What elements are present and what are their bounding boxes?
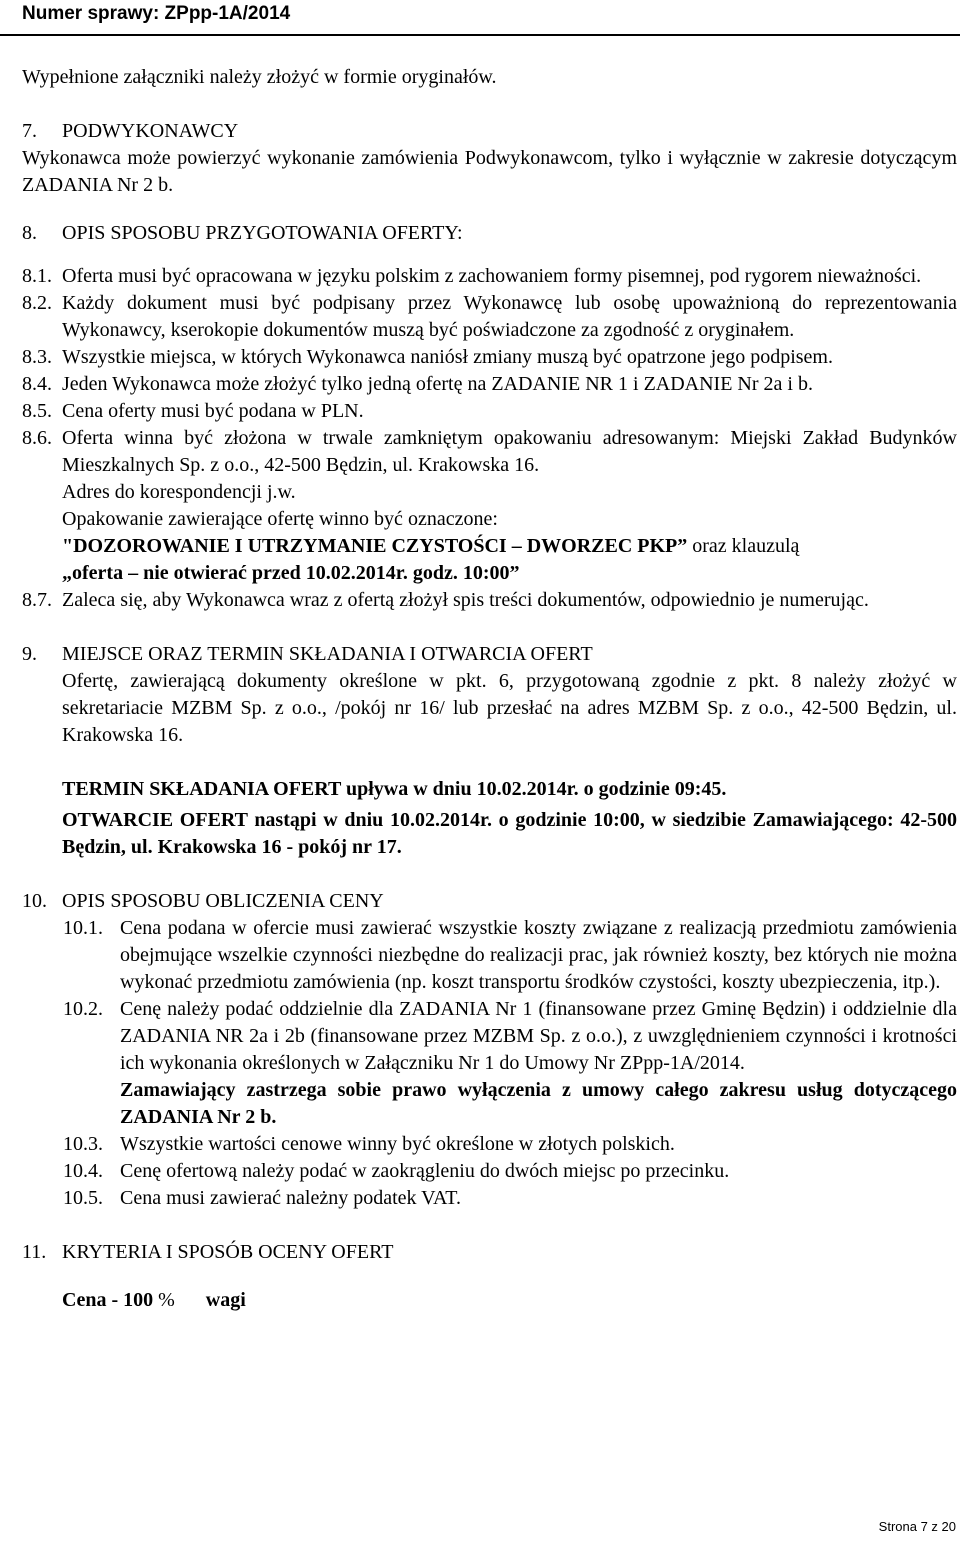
list-item [22, 344, 957, 371]
item-text: Cena musi zawierać należny podatek VAT. [120, 1187, 461, 1209]
list-item [22, 1185, 957, 1212]
list-item [22, 290, 957, 344]
item-number: 10.4. [63, 1160, 103, 1182]
section-number: 7. [22, 120, 37, 142]
item-number: 8.1. [22, 265, 52, 287]
list-item [22, 1158, 957, 1185]
price-criterion [22, 1287, 957, 1314]
item-number: 8.6. [22, 427, 52, 449]
list-item [22, 425, 957, 587]
item-number: 8.3. [22, 346, 52, 368]
page-number: Strona 7 z 20 [878, 1519, 956, 1534]
document-body [22, 64, 957, 1314]
item-text: Cenę należy podać oddzielnie dla ZADANIA Nr 1 (finansowane przez Gminę Będzin) i oddzielnie dla ZADANIA NR 2a i 2b (finansowane przez MZBM Sp. z o.o.), z uwzględnieniem czynności i krotności ich wykonania określonych w Załączniku Nr 1 do Umowy Nr ZPpp-1A/2014. [120, 998, 957, 1074]
item-text: Zaleca się, aby Wykonawca wraz z ofertą złożył spis treści dokumentów, odpowiednio je numerując. [62, 589, 869, 611]
section-title: KRYTERIA I SPOSÓB OCENY OFERT [62, 1241, 394, 1263]
section-number: 9. [22, 643, 37, 665]
submission-deadline: TERMIN SKŁADANIA OFERT upływa w dniu 10.02.2014r. o godzinie 09:45. [62, 778, 727, 800]
criterion-label: Cena - [62, 1289, 119, 1311]
item-text: Jeden Wykonawca może złożyć tylko jedną ofertę na ZADANIE NR 1 i ZADANIE Nr 2a i b. [62, 373, 813, 395]
item-number: 8.2. [22, 292, 52, 314]
section-title: OPIS SPOSOBU PRZYGOTOWANIA OFERTY: [62, 222, 463, 244]
item-number: 10.1. [63, 917, 103, 939]
section-9 [22, 641, 957, 861]
section-10 [22, 888, 957, 1212]
intro-text: Wypełnione załączniki należy złożyć w formie oryginałów. [22, 66, 497, 88]
list-item [22, 263, 957, 290]
item-number: 8.5. [22, 400, 52, 422]
section-number: 11. [22, 1241, 47, 1263]
item-number: 10.3. [63, 1133, 103, 1155]
item-text: Cenę ofertową należy podać w zaokrągleniu do dwóch miejsc po przecinku. [120, 1160, 730, 1182]
section-8 [22, 220, 957, 614]
section-title: OPIS SPOSOBU OBLICZENIA CENY [62, 890, 384, 912]
marking-bold: "DOZOROWANIE I UTRZYMANIE CZYSTOŚCI – DWORZEC PKP” [62, 535, 688, 557]
header-rule [0, 34, 960, 36]
section-number: 8. [22, 222, 37, 244]
reservation-note: Zamawiający zastrzega sobie prawo wyłączenia z umowy całego zakresu usług dotyczącego ZADANIA Nr 2 b. [120, 1079, 957, 1128]
item-text: Wszystkie wartości cenowe winny być określone w złotych polskich. [120, 1133, 675, 1155]
list-item [22, 587, 957, 614]
marking-rest: oraz klauzulą [687, 535, 800, 557]
page-footer [879, 1518, 956, 1536]
marking-intro: Opakowanie zawierające ofertę winno być oznaczone: [62, 508, 498, 530]
section-text: Ofertę, zawierającą dokumenty określone w pkt. 6, przygotowaną zgodnie z pkt. 8 należy złożyć w sekretariacie MZBM Sp. z o.o., /pokój nr 16/ lub przesłać na adres MZBM Sp. z o.o., 42-500 Będzin, ul. Krakowska 16. [62, 670, 957, 746]
list-item [22, 915, 957, 996]
item-number: 10.2. [63, 998, 103, 1020]
criterion-unit: % [158, 1289, 175, 1311]
section-title: MIEJSCE ORAZ TERMIN SKŁADANIA I OTWARCIA OFERT [62, 643, 593, 665]
section-number: 10. [22, 890, 47, 912]
list-item [22, 1131, 957, 1158]
item-number: 8.4. [22, 373, 52, 395]
item-text: Wszystkie miejsca, w których Wykonawca naniósł zmiany muszą być opatrzone jego podpisem. [62, 346, 833, 368]
section-text: Wykonawca może powierzyć wykonanie zamówienia Podwykonawcom, tylko i wyłącznie w zakresie dotyczącym ZADANIA Nr 2 b. [22, 147, 957, 196]
item-number: 10.5. [63, 1187, 103, 1209]
criterion-weight: wagi [205, 1289, 246, 1311]
section-title: PODWYKONAWCY [62, 120, 239, 142]
list-item [22, 398, 957, 425]
case-number: Numer sprawy: ZPpp-1A/2014 [22, 3, 291, 24]
item-text: Cena podana w ofercie musi zawierać wszystkie koszty związane z realizacją przedmiotu zamówienia obejmujące wszelkie czynności niezbędne do realizacji prac, jak również koszty, bez których nie można wykonać przedmiotu zamówienia (np. koszt transportu środków czystości, koszty ubezpieczenia, itp.). [120, 917, 957, 993]
item-text: Oferta musi być opracowana w języku polskim z zachowaniem formy pisemnej, pod rygorem nieważności. [62, 265, 922, 287]
criterion-value: 100 [123, 1289, 154, 1311]
item-text: Cena oferty musi być podana w PLN. [62, 400, 364, 422]
list-item [22, 996, 957, 1131]
correspondence-address: Adres do korespondencji j.w. [62, 481, 296, 503]
section-7 [22, 118, 957, 199]
opening-clause: „oferta – nie otwierać przed 10.02.2014r. godz. 10:00” [62, 562, 520, 584]
section-11 [22, 1239, 957, 1314]
page-header [0, 0, 960, 36]
list-item [22, 371, 957, 398]
opening-info: OTWARCIE OFERT nastąpi w dniu 10.02.2014r. o godzinie 10:00, w siedzibie Zamawiającego: 42-500 Będzin, ul. Krakowska 16 - pokój nr 17. [62, 809, 957, 858]
item-text: Oferta winna być złożona w trwale zamkniętym opakowaniu adresowanym: Miejski Zakład Budynków Mieszkalnych Sp. z o.o., 42-500 Będzin, ul. Krakowska 16. [62, 427, 957, 476]
marking-text [62, 533, 957, 560]
item-text: Każdy dokument musi być podpisany przez Wykonawcę lub osobę upoważnioną do reprezentowania Wykonawcy, kserokopie dokumentów muszą być poświadczone za zgodność z oryginałem. [62, 292, 957, 341]
item-number: 8.7. [22, 589, 52, 611]
